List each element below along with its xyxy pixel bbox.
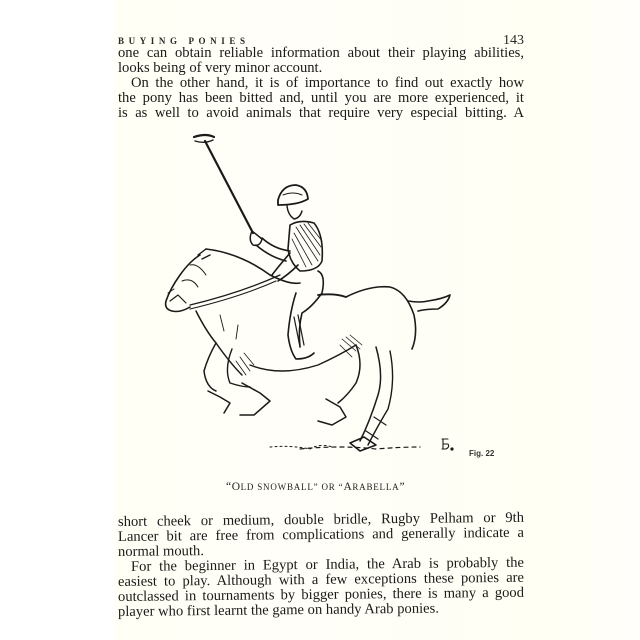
page-number: 143 xyxy=(503,33,524,48)
text-block-bottom xyxy=(117,509,525,620)
text-block-top xyxy=(118,46,524,121)
rider-head-icon xyxy=(278,185,308,219)
running-title: BUYING PONIES xyxy=(118,36,250,46)
text-line: normal mouth. xyxy=(117,543,205,560)
text-line: the pony has been bitted and, until you are more experienced, it xyxy=(118,90,524,106)
caption-part: A xyxy=(343,481,353,493)
text-line: is as well to avoid animals that require very especial bitting. A xyxy=(118,105,524,121)
text-line: short cheek or medium, double bridle, Rugby Pelham or 9th xyxy=(117,509,525,530)
horse-tail-icon xyxy=(408,295,450,311)
polo-pony-illustration xyxy=(150,125,460,455)
text-line: For the beginner in Egypt or India, the Arab is probably the xyxy=(130,554,525,575)
polo-mallet-icon xyxy=(194,135,253,233)
rider-torso-icon xyxy=(288,221,322,271)
text-line: On the other hand, it is of importance to find out exactly how xyxy=(131,75,524,91)
caption-part: RABELLA xyxy=(352,482,400,492)
caption-part: ” OR “ xyxy=(313,482,344,492)
text-line: looks being of very minor account. xyxy=(118,60,323,76)
caption-part: LD SNOWBALL xyxy=(240,482,314,492)
text-line: Lancer bit are free from complications and generally indicate a xyxy=(117,524,525,545)
figure-number: Fig. 22 xyxy=(469,449,495,458)
ground-line-icon xyxy=(270,445,420,449)
caption-part: “O xyxy=(226,481,241,493)
text-line: easiest to play. Although with a few exceptions these ponies are xyxy=(117,569,525,590)
text-line: player who first learnt the game on handy Arab ponies. xyxy=(117,600,440,620)
artist-monogram-icon xyxy=(442,439,453,450)
figure-caption xyxy=(226,481,405,493)
text-line: one can obtain reliable information about their playing abilities, xyxy=(118,45,524,61)
text-line: outclassed in tournaments by bigger ponies, there is many a good xyxy=(117,584,525,605)
caption-part: ” xyxy=(399,481,406,493)
